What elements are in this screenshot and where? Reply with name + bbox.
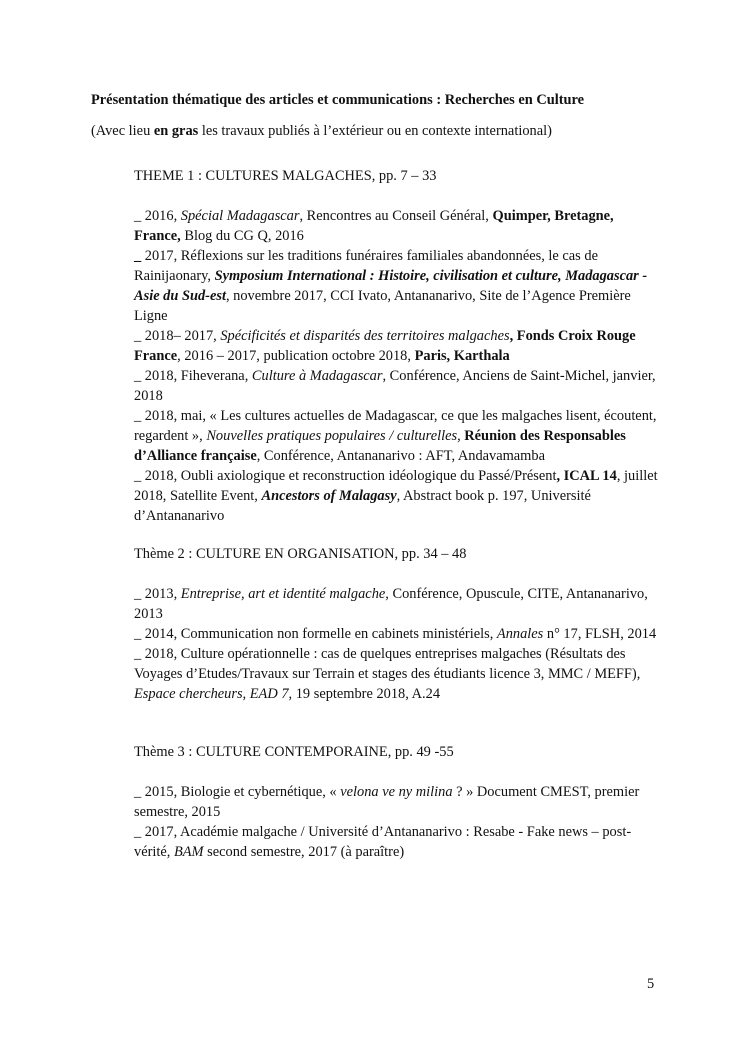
note-text-2: les travaux publiés à l’extérieur ou en contexte international) <box>198 123 552 139</box>
entry-text-bold: Quimper, Bretagne, France, <box>134 208 614 244</box>
bibliography-entry <box>134 782 659 822</box>
entry-text: 2017, Réflexions sur les traditions funéraires familiales abandonnées, le cas de Rainijaonary, <box>134 248 598 284</box>
entry-text: n° 17, FLSH, 2014 <box>543 626 657 642</box>
entry-text: , Rencontres au Conseil Général, <box>299 208 493 224</box>
entry-text: , Conférence, Anciens de Saint-Michel, janvier, 2018 <box>134 368 656 404</box>
bibliography-entry <box>134 326 659 366</box>
entry-text: _ 2015, Biologie et cybernétique, « <box>134 784 341 800</box>
section-theme-3 <box>134 742 659 862</box>
section-title: Thème 2 : CULTURE EN ORGANISATION, pp. 34 – 48 <box>134 546 467 562</box>
entry-text: , juillet 2018, Satellite Event, <box>134 468 658 504</box>
entry-text-wrapper <box>262 488 397 504</box>
entry-text-italic: velona ve ny milina <box>340 784 453 800</box>
entry-text-bold-italic: Ancestors of Malagasy <box>261 488 397 504</box>
section-title: Thème 3 : CULTURE CONTEMPORAINE, pp. 49 -55 <box>134 744 454 760</box>
entry-text: second semestre, 2017 (à paraître) <box>203 844 405 860</box>
bibliography-entry <box>134 366 659 406</box>
entry-text-italic: Entreprise, art et identité malgache <box>180 586 386 602</box>
section-theme-1 <box>134 166 659 526</box>
bibliography-entry <box>134 624 659 644</box>
page-number: 5 <box>647 976 655 992</box>
bibliography-entry <box>134 206 659 246</box>
entry-text: , <box>457 428 465 444</box>
entry-text-italic: Spécificités et disparités des territoires malgaches <box>220 328 510 344</box>
entry-text-italic: BAM <box>173 844 204 860</box>
bibliography-entry <box>134 644 659 704</box>
entry-text-bold: , Fonds Croix Rouge France <box>134 328 636 364</box>
entry-list <box>134 206 659 526</box>
entry-text: _ 2018– 2017, <box>134 328 221 344</box>
entry-text: _ 2018, Culture opérationnelle : cas de quelques entreprises malgaches (Résultats des Voyages d’Etudes/Travaux sur Terrain et stages des étudiants licence 3, MMC / MEFF), <box>134 646 641 682</box>
entry-text: _ 2017, Académie malgache / Université d’Antananarivo : Resabe - Fake news – post-vérité, <box>134 824 632 860</box>
entry-text: ? » Document CMEST, premier semestre, 2015 <box>134 784 640 820</box>
entry-text-bold: _ <box>134 248 142 264</box>
entry-text: _ 2016, <box>134 208 181 224</box>
entry-text: _ 2018, mai, « Les cultures actuelles de Madagascar, ce que les malgaches lisent, écoutent, regardent », <box>134 408 657 444</box>
entry-text-bold-italic: Symposium International : Histoire, civilisation et culture, Madagascar - Asie du Sud-est <box>134 268 648 304</box>
entry-text: _ 2018, Oubli axiologique et reconstruction idéologique du Passé/Présent <box>134 468 557 484</box>
entry-text-italic: Nouvelles pratiques populaires / culturelles <box>206 428 458 444</box>
entry-text-bold: Réunion des Responsables d’Alliance française <box>134 428 626 464</box>
entry-text-italic: Espace chercheurs, EAD 7 <box>134 686 289 702</box>
entry-text: , Abstract book p. 197, Université d’Antananarivo <box>134 488 591 524</box>
entry-text: , Conférence, Antananarivo : AFT, Andavamamba <box>256 448 545 464</box>
entry-list <box>134 584 659 704</box>
entry-text: , Conférence, Opuscule, CITE, Antananarivo, 2013 <box>134 586 648 622</box>
entry-text-bold: , ICAL 14 <box>556 468 617 484</box>
entry-text-italic: Spécial Madagascar <box>180 208 300 224</box>
entry-text: _ 2018, Fiheverana, <box>134 368 252 384</box>
bibliography-entry <box>134 246 659 326</box>
entry-text: , novembre 2017, CCI Ivato, Antananarivo, Site de l’Agence Première Ligne <box>134 288 631 324</box>
page-title: Présentation thématique des articles et communications : Recherches en Culture <box>91 92 585 108</box>
section-theme-2 <box>134 544 659 704</box>
note-text-bold: en gras <box>153 123 199 139</box>
bibliography-entry <box>134 822 659 862</box>
bold-legend-note <box>91 121 552 141</box>
entry-text: , 2016 – 2017, publication octobre 2018, <box>177 348 415 364</box>
entry-text-italic: Annales <box>496 626 544 642</box>
section-title: THEME 1 : CULTURES MALGACHES, pp. 7 – 33 <box>134 168 437 184</box>
entry-text: _ 2013, <box>134 586 181 602</box>
bibliography-entry <box>134 466 659 526</box>
entry-text-italic: Culture à Madagascar <box>251 368 383 384</box>
bibliography-entry <box>134 406 659 466</box>
entry-text: _ 2014, Communication non formelle en cabinets ministériels, <box>134 626 497 642</box>
entry-list <box>134 782 659 862</box>
note-text-1: (Avec lieu <box>91 123 154 139</box>
entry-text: Blog du CG Q, 2016 <box>180 228 304 244</box>
entry-text-bold: Paris, Karthala <box>414 348 510 364</box>
entry-text: , 19 septembre 2018, A.24 <box>288 686 441 702</box>
bibliography-entry <box>134 584 659 624</box>
